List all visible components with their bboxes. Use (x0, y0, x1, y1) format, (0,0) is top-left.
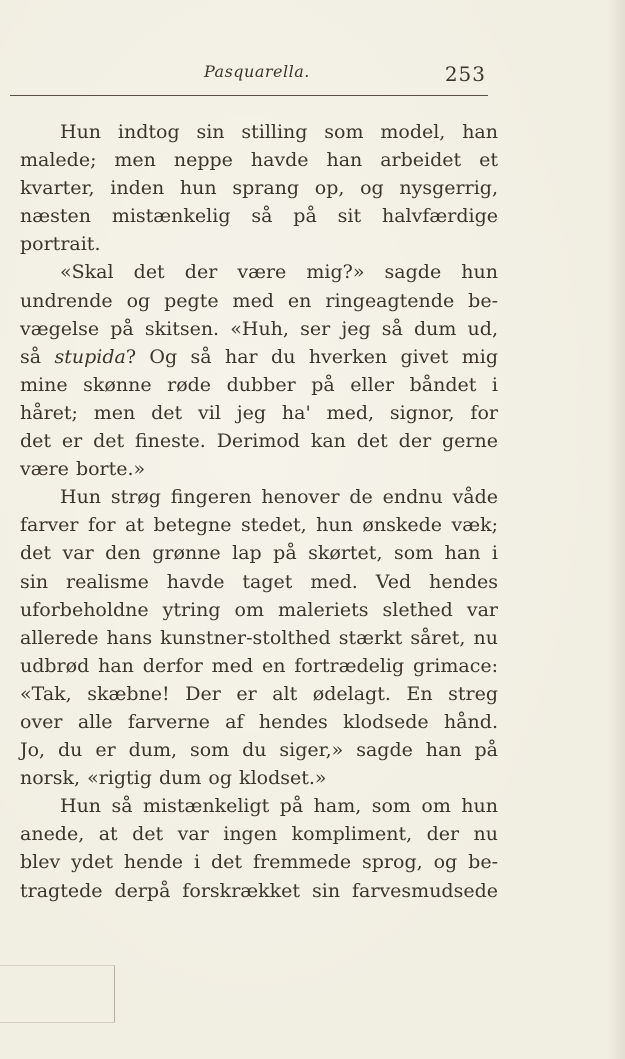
page-edge-shade (607, 0, 625, 1059)
text-line: vægelse på skitsen. «Huh, ser jeg så dum ud, (20, 317, 498, 340)
text-line: håret; men det vil jeg ha' med, signor, for (20, 401, 498, 424)
header-rule (10, 95, 488, 96)
text-fragment: ? Og så har du hverken givet mig (125, 345, 498, 368)
text-line: «Skal det der være mig?» sagde hun (60, 261, 498, 284)
page-header (10, 60, 488, 90)
text-line: blev ydet hende i det fremmede sprog, og be- (20, 851, 498, 874)
text-line: Hun strøg fingeren henover de endnu våde (60, 486, 498, 509)
text-line: Hun indtog sin stilling som model, han (60, 121, 498, 143)
text-line: «Tak, skæbne! Der er alt ødelagt. En streg (20, 682, 498, 705)
text-line: uforbeholdne ytring om maleriets slethed var (20, 598, 498, 621)
text-line: det er det fineste. Derimod kan det der gerne (20, 430, 498, 453)
text-line: det var den grønne lap på skørtet, som han i (20, 542, 498, 565)
text-line: næsten mistænkelig så på sit halvfærdige (20, 205, 498, 228)
scan-corner-mark (0, 965, 115, 1023)
text-line: over alle farverne af hendes klodsede hånd. (20, 710, 498, 733)
text-fragment: så (20, 345, 55, 368)
text-line: være borte.» (20, 458, 146, 481)
italic-word: stupida (54, 345, 126, 368)
text-line: undrende og pegte med en ringeagtende be- (20, 289, 498, 312)
text-line: portrait. (20, 233, 101, 256)
text-line: Jo, du er dum, som du siger,» sagde han på (20, 739, 498, 762)
text-line: malede; men neppe havde han arbeidet et (20, 149, 498, 172)
text-line: anede, at det var ingen kompliment, der nu (20, 823, 498, 846)
running-title: Pasquarella. (204, 62, 310, 81)
body-text (20, 118, 498, 905)
text-line: norsk, «rigtig dum og klodset.» (20, 767, 327, 790)
text-line: Hun så mistænkeligt på ham, som om hun (60, 795, 498, 818)
text-line: tragtede derpå forskrækket sin farvesmudsede (20, 879, 498, 902)
text-line: mine skønne røde dubber på eller båndet i (20, 373, 498, 396)
text-line: farver for at betegne stedet, hun ønskede væk; (20, 514, 498, 537)
text-line: kvarter, inden hun sprang op, og nysgerrig, (20, 177, 498, 200)
text-line (20, 343, 498, 371)
text-line: udbrød han derfor med en fortrædelig grimace: (20, 654, 498, 677)
text-line: sin realisme havde taget med. Ved hendes (20, 570, 498, 593)
page-number: 253 (444, 62, 486, 86)
text-line: allerede hans kunstner-stolthed stærkt såret, nu (20, 626, 498, 649)
